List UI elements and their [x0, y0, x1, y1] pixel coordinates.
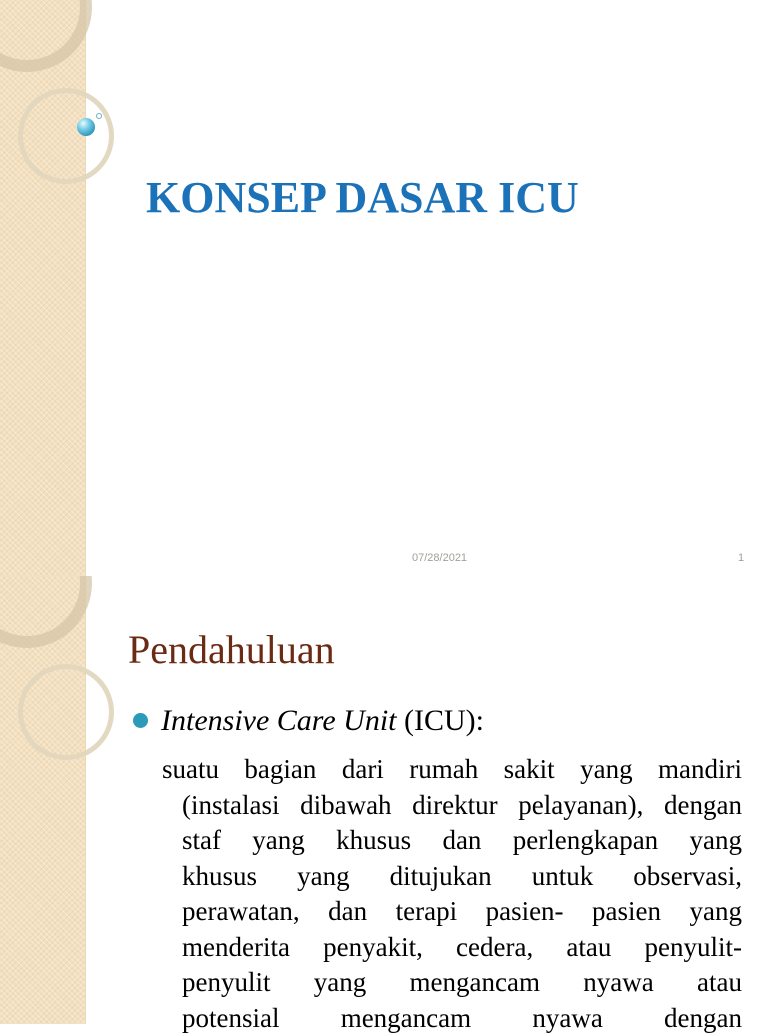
decorative-dot: [96, 113, 102, 119]
paragraph-line: khusus yang ditujukan untuk observasi,: [162, 859, 742, 895]
definition-paragraph: [162, 752, 742, 1036]
paragraph-line: potensial mengancam nyawa dengan: [162, 1001, 742, 1036]
bullet-term: Intensive Care Unit: [161, 704, 397, 737]
paragraph-line: penyulit yang mengancam nyawa atau: [162, 965, 742, 1001]
footer-date: 07/28/2021: [412, 552, 467, 564]
paragraph-line: staf yang khusus dan perlengkapan yang: [162, 823, 742, 859]
paragraph-line: suatu bagian dari rumah sakit yang mandiri: [162, 752, 742, 788]
paragraph-line: (instalasi dibawah direktur pelayanan), dengan: [162, 788, 742, 824]
decorative-side-band: [0, 0, 86, 576]
bullet-icon: [133, 713, 148, 728]
bullet-item: [161, 704, 484, 738]
slide-title: KONSEP DASAR ICU: [146, 172, 579, 223]
paragraph-line: perawatan, dan terapi pasien- pasien yang: [162, 894, 742, 930]
paragraph-line: menderita penyakit, cedera, atau penyulit-: [162, 930, 742, 966]
decorative-ring: [18, 88, 114, 184]
bullet-suffix: (ICU):: [397, 704, 484, 737]
decorative-ring: [18, 664, 114, 760]
slide-number: 1: [738, 552, 744, 564]
slide-heading: Pendahuluan: [128, 626, 335, 673]
decorative-orb: [77, 118, 95, 136]
